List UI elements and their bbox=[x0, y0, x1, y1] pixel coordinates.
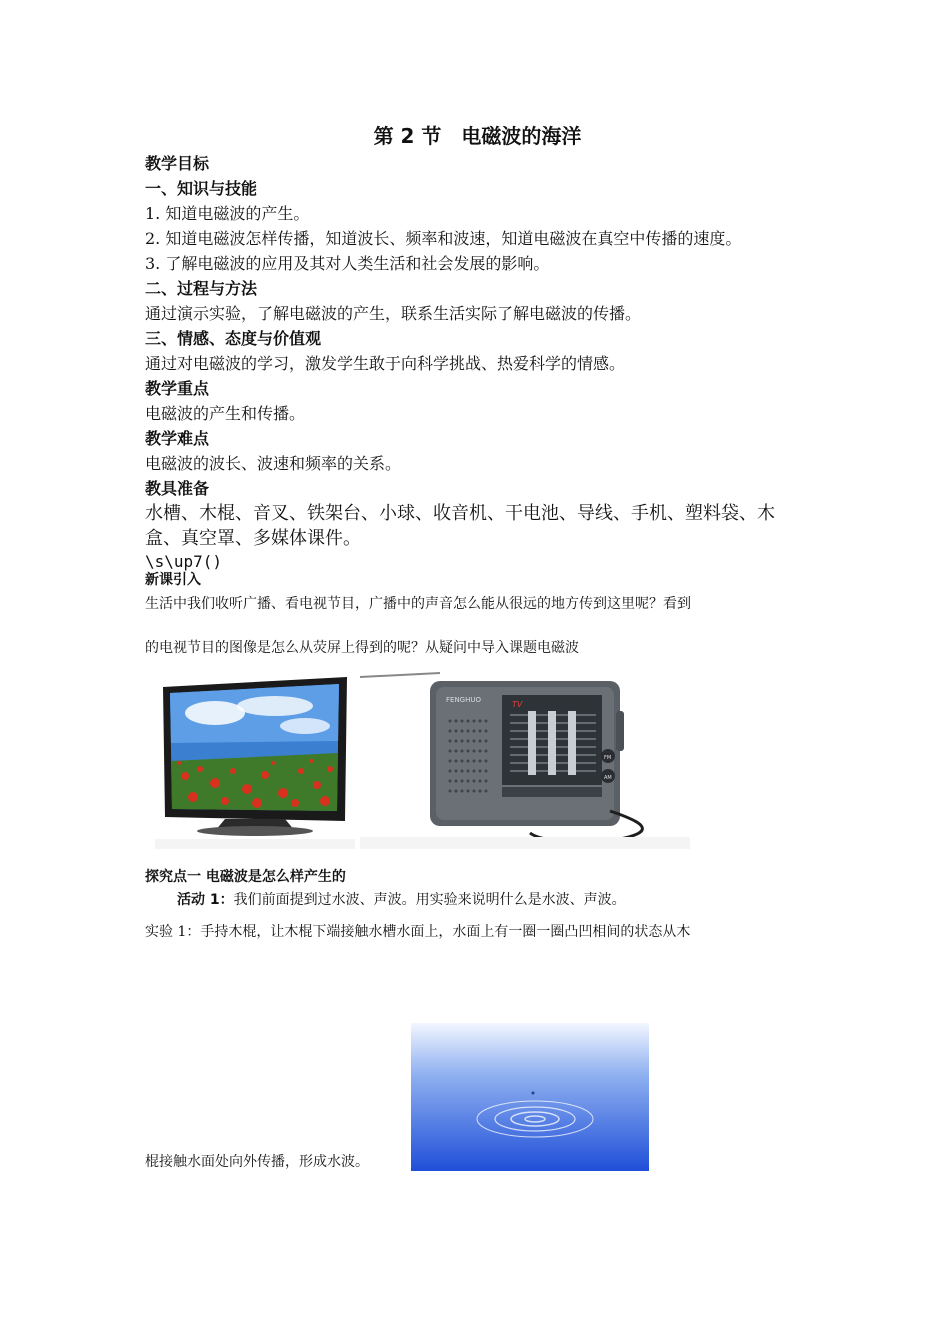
activity-label: 活动 1： bbox=[177, 892, 234, 908]
document-page bbox=[145, 120, 810, 1173]
television-image bbox=[155, 671, 355, 849]
key-points-text: 电磁波的产生和传播。 bbox=[145, 404, 306, 423]
activity-text: 我们前面提到过水波、声波。用实验来说明什么是水波、声波。 bbox=[233, 892, 626, 908]
goal-item-3: 3. 了解电磁波的应用及其对人类生活和社会发展的影响。 bbox=[145, 254, 550, 273]
goal-item-1: 1. 知道电磁波的产生。 bbox=[145, 204, 310, 223]
key-points-heading: 教学重点 bbox=[145, 379, 210, 398]
radio-brand-text: FENGHUO bbox=[446, 696, 482, 704]
activity-1 bbox=[177, 889, 810, 911]
section2-heading: 二、过程与方法 bbox=[145, 279, 258, 298]
water-row bbox=[145, 1023, 810, 1173]
image-row bbox=[145, 671, 810, 851]
radio-fm-label: FM bbox=[604, 755, 612, 761]
section2-text: 通过演示实验，了解电磁波的产生，联系生活实际了解电磁波的传播。 bbox=[145, 304, 642, 323]
radio-am-label: AM bbox=[604, 775, 612, 781]
experiment-line-2: 棍接触水面处向外传播，形成水波。 bbox=[145, 1154, 369, 1170]
goal-item-2: 2. 知道电磁波怎样传播，知道波长、频率和波速，知道电磁波在真空中传播的速度。 bbox=[145, 229, 742, 248]
tools-heading: 教具准备 bbox=[145, 479, 210, 498]
radio-tv-label: TV bbox=[512, 700, 523, 709]
goals-heading: 教学目标 bbox=[145, 154, 210, 173]
intro-line-2: 的电视节目的图像是怎么从荧屏上得到的呢？从疑问中导入课题电磁波 bbox=[145, 640, 579, 656]
radio-image bbox=[360, 671, 690, 849]
page-title: 第 2 节 电磁波的海洋 bbox=[373, 124, 582, 148]
section3-heading: 三、情感、态度与价值观 bbox=[145, 329, 322, 348]
difficult-points-text: 电磁波的波长、波速和频率的关系。 bbox=[145, 454, 402, 473]
intro-line-1: 生活中我们收听广播、看电视节目，广播中的声音怎么能从很远的地方传到这里呢？看到 bbox=[145, 596, 691, 612]
intro-heading: 新课引入 bbox=[145, 572, 201, 588]
section3-text: 通过对电磁波的学习，激发学生敢于向科学挑战、热爱科学的情感。 bbox=[145, 354, 626, 373]
difficult-points-heading: 教学难点 bbox=[145, 429, 210, 448]
section1-heading: 一、知识与技能 bbox=[145, 179, 258, 198]
tools-text: 水槽、木棍、音叉、铁架台、小球、收音机、干电池、导线、手机、塑料袋、木盒、真空罩、多媒体课件。 bbox=[145, 503, 775, 549]
water-ripple-image bbox=[411, 1023, 649, 1171]
experiment-line-1: 实验 1：手持木棍，让木棍下端接触水槽水面上，水面上有一圈一圈凸凹相间的状态从木 bbox=[145, 924, 691, 940]
field-code: \s\up7() bbox=[145, 552, 223, 571]
explore-heading: 探究点一 电磁波是怎么样产生的 bbox=[145, 869, 346, 885]
